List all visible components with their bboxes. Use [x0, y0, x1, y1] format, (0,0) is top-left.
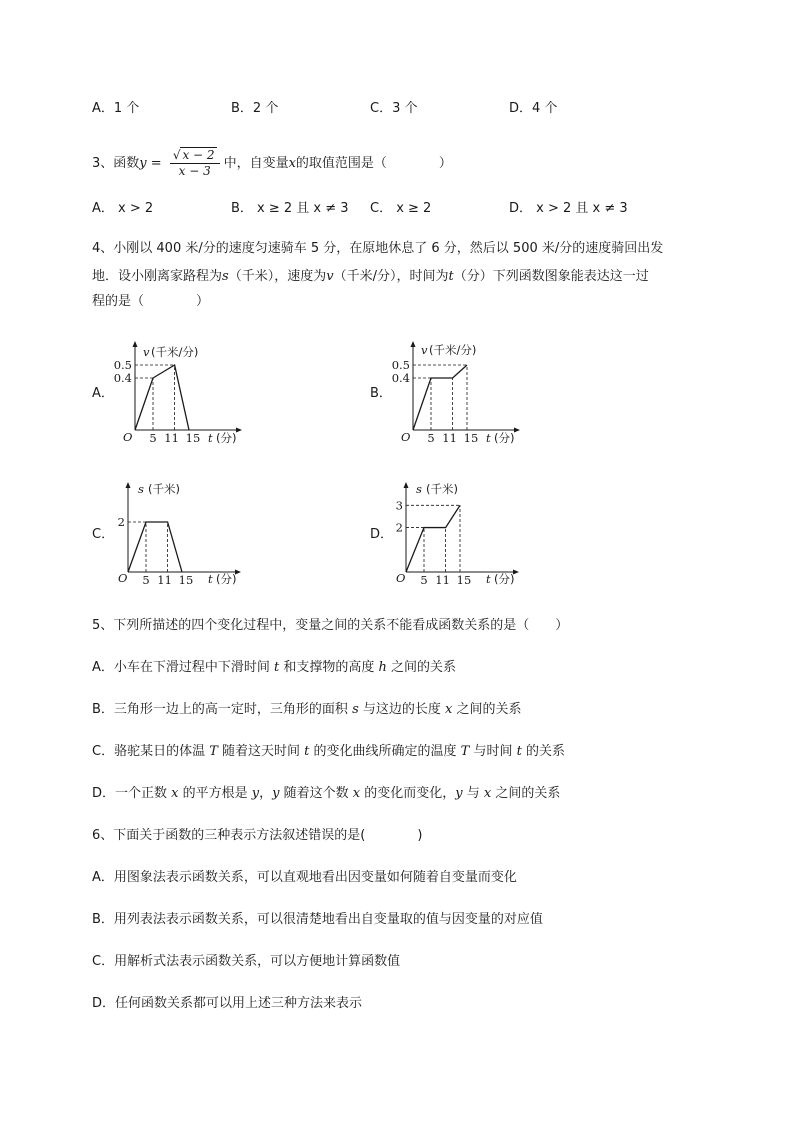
q5-variable: t: [304, 744, 310, 759]
graph-b-xlabel-unit: (分): [494, 431, 515, 445]
q3-option-c: C． x ≥ 2: [370, 201, 432, 216]
q5-variable: x: [445, 702, 453, 717]
q5-stem: 5、下列所描述的四个变化过程中，变量之间的关系不能看成函数关系的是（ ）: [92, 618, 569, 633]
q5-variable: t: [516, 744, 522, 759]
graph-b-ytick-2: 0.4: [391, 371, 410, 385]
q6-option-b: B．用列表法表示函数关系，可以很清楚地看出自变量取的值与因变量的对应值: [92, 912, 543, 927]
q4-l2-c: （千米/分），时间为: [333, 269, 449, 284]
q3-num-expr: x − 2: [182, 148, 215, 162]
q5-text: 和支撑物的高度: [279, 660, 379, 675]
q4-l2-d: （分）下列函数图象能表达这一过: [453, 269, 649, 284]
graph-b-xtick-5: 5: [427, 431, 435, 445]
q5-text: 的变化曲线所确定的温度: [309, 744, 461, 759]
graph-c-xtick-5: 5: [142, 573, 150, 587]
q5-variable: x: [483, 786, 492, 801]
graph-a-ylabel-unit: (千米/分): [151, 345, 199, 359]
q6-option-d: D．任何函数关系都可以用上述三种方法来表示: [92, 996, 363, 1011]
q5-text: ，: [259, 786, 273, 801]
q3-stem: [92, 148, 452, 180]
q4-l2-s: s: [222, 269, 229, 284]
q5-option-d: [92, 784, 560, 804]
graph-d-xtick-11: 11: [435, 573, 450, 587]
graph-a-xlabel-var: t: [208, 431, 213, 445]
graph-c-xtick-15: 15: [178, 573, 194, 587]
q2-option-b: B．2 个: [231, 101, 279, 116]
q5-option-a: [92, 658, 456, 678]
q4-line-2: [92, 267, 649, 287]
q5-text: 与时间: [469, 744, 517, 759]
graph-b-xtick-11: 11: [442, 431, 457, 445]
graph-d-ylabel-unit: (千米): [426, 482, 458, 496]
q3-denominator: x − 3: [178, 164, 211, 178]
graph-b-origin: O: [401, 430, 411, 444]
graph-b-xtick-15: 15: [463, 431, 479, 445]
q3-x: x: [288, 156, 296, 171]
q5-variable: s: [352, 702, 359, 717]
q5-variable: t: [274, 660, 280, 675]
q5-variable: x: [352, 786, 361, 801]
q5-text: 与这边的长度: [358, 702, 445, 717]
q5-variable: h: [378, 660, 387, 675]
graph-a-xtick-5: 5: [149, 431, 157, 445]
graph-a-ytick-2: 0.4: [113, 371, 132, 385]
q3-suffix-a: 中，自变量: [223, 156, 289, 171]
q4-l2-t: t: [448, 269, 454, 284]
q3-eq: =: [146, 156, 166, 171]
graph-c-option: C．: [92, 527, 115, 542]
graph-c-xtick-11: 11: [157, 573, 172, 587]
q3-option-b: B． x ≥ 2 且 x ≠ 3: [231, 201, 349, 216]
q3-option-a: A． x > 2: [92, 201, 154, 216]
q5-text: 与: [462, 786, 484, 801]
graph-c: [108, 478, 252, 588]
q2-option-a: A．1 个: [92, 101, 140, 116]
graph-a-origin: O: [123, 430, 133, 444]
graph-d-xtick-15: 15: [456, 573, 472, 587]
q5-option-b: [92, 700, 521, 720]
q6-stem: 6、下面关于函数的三种表示方法叙述错误的是( ): [92, 828, 423, 843]
graph-a-xtick-15: 15: [185, 431, 201, 445]
graph-c-ytick-1: 2: [117, 515, 125, 529]
q5-text: 之间的关系: [491, 786, 561, 801]
graph-b-option: B．: [370, 386, 392, 401]
q3-fraction: [170, 148, 220, 179]
q4-l2-v: v: [326, 269, 334, 284]
q5-text: 的平方根是: [178, 786, 252, 801]
graph-b: [390, 338, 530, 446]
graph-c-origin: O: [118, 571, 128, 585]
graph-b-ytick-1: 0.5: [391, 358, 410, 372]
q5-text: 的变化而变化，: [360, 786, 456, 801]
q2-option-c: C．3 个: [370, 101, 418, 116]
graph-d-ytick-2: 2: [395, 520, 403, 535]
graph-a-option: A．: [92, 386, 114, 401]
graph-a-xlabel-unit: (分): [216, 431, 237, 445]
graph-b-xlabel-var: t: [486, 431, 491, 445]
q3-y: y: [139, 156, 147, 171]
graph-a-ylabel-var: v: [143, 345, 150, 359]
q5-option-c: [92, 742, 565, 762]
q3-numerator: √ x − 2: [170, 148, 220, 164]
graph-d: [386, 478, 530, 588]
graph-c-xlabel-unit: (分): [216, 572, 237, 586]
q5-variable: T: [209, 744, 218, 759]
q3-suffix-b: 的取值范围是（ ）: [295, 156, 452, 171]
q5-variable: y: [455, 786, 463, 801]
q4-l2-a: 地．设小刚离家路程为: [92, 269, 223, 284]
graph-d-ylabel-var: s: [416, 482, 422, 496]
graph-a: [112, 338, 252, 446]
graph-c-ylabel-unit: (千米): [148, 482, 180, 496]
q5-text: A．小车在下滑过程中下滑时间: [92, 660, 275, 675]
q5-text: B．三角形一边上的高一定时，三角形的面积: [92, 702, 353, 717]
graph-d-option: D．: [370, 527, 394, 542]
q5-text: 随着这个数: [279, 786, 353, 801]
q4-line-3: 程的是（ ）: [92, 294, 210, 309]
graph-d-ytick-1: 3: [395, 498, 403, 513]
graph-d-xtick-5: 5: [420, 573, 428, 587]
graph-a-ytick-1: 0.5: [113, 358, 132, 372]
q5-variable: y: [251, 786, 260, 801]
q5-text: D．一个正数: [92, 786, 172, 801]
q3-prefix: 3、函数: [92, 156, 140, 171]
q6-option-a: A．用图象法表示函数关系，可以直观地看出因变量如何随着自变量而变化: [92, 870, 517, 885]
q5-text: 随着这天时间: [217, 744, 305, 759]
q4-l2-b: （千米），速度为: [228, 269, 327, 284]
graph-d-origin: O: [396, 571, 406, 585]
graph-d-xlabel-unit: (分): [494, 572, 515, 586]
q5-text: 之间的关系: [452, 702, 522, 717]
q6-option-c: C．用解析式法表示函数关系，可以方便地计算函数值: [92, 954, 401, 969]
graph-d-xlabel-var: t: [486, 572, 491, 586]
graph-a-xtick-11: 11: [164, 431, 179, 445]
q5-variable: T: [460, 744, 470, 759]
q2-option-d: D．4 个: [509, 101, 558, 116]
graph-b-ylabel-var: v: [421, 343, 428, 357]
graph-b-ylabel-unit: (千米/分): [429, 343, 477, 357]
q5-text: 的关系: [521, 744, 565, 759]
q5-variable: x: [171, 786, 179, 801]
graph-c-xlabel-var: t: [208, 572, 213, 586]
q5-text: 之间的关系: [386, 660, 457, 675]
q5-text: C．骆驼某日的体温: [92, 744, 210, 759]
q4-line-1: 4、小刚以 400 米/分的速度匀速骑车 5 分，在原地休息了 6 分，然后以 500 米/分的速度骑回出发: [92, 241, 664, 256]
q5-variable: y: [272, 786, 280, 801]
q3-option-d: D． x > 2 且 x ≠ 3: [509, 201, 628, 216]
graph-c-ylabel-var: s: [138, 482, 144, 496]
